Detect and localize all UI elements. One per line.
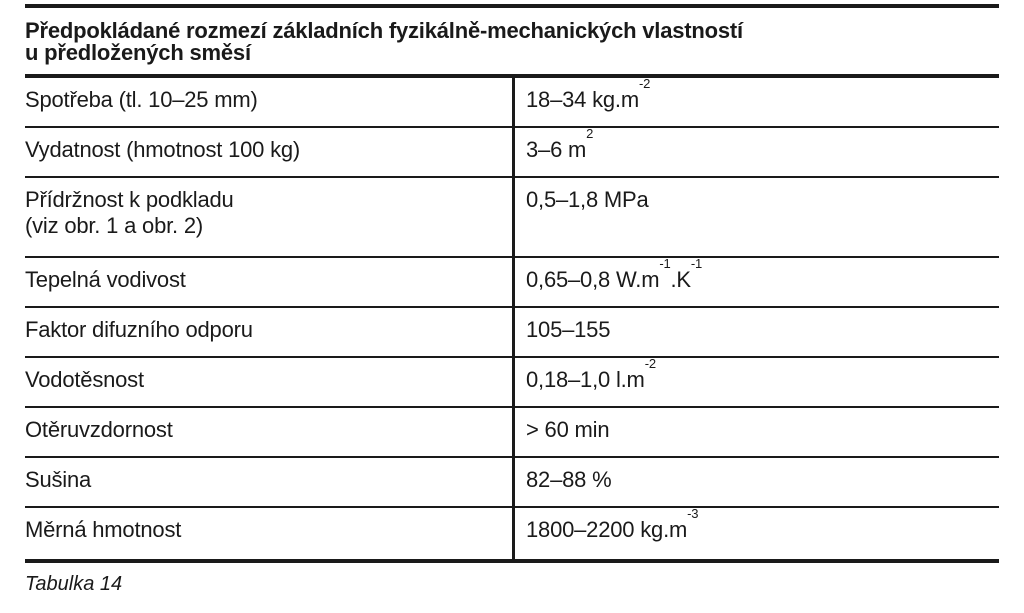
table-row xyxy=(25,407,999,457)
property-label: Vydatnost (hmotnost 100 kg) xyxy=(25,127,514,177)
property-value: 105–155 xyxy=(514,307,1000,357)
property-value: 1800–2200 $kg.m^{-3}$ xyxy=(514,507,1000,561)
table-row xyxy=(25,357,999,407)
table-row xyxy=(25,507,999,561)
property-label: Měrná hmotnost xyxy=(25,507,514,561)
property-value: 82–88 % xyxy=(514,457,1000,507)
table-row xyxy=(25,177,999,257)
property-label: Vodotěsnost xyxy=(25,357,514,407)
property-value: 0,18–1,0 $l.m^{-2}$ xyxy=(514,357,1000,407)
property-value: 0,5–1,8 MPa xyxy=(514,177,1000,257)
property-label: Faktor difuzního odporu xyxy=(25,307,514,357)
table-row xyxy=(25,257,999,307)
property-label: Spotřeba (tl. 10–25 mm) xyxy=(25,78,514,127)
properties-table xyxy=(25,78,999,563)
property-value: 3–6 $m^2$ xyxy=(514,127,1000,177)
property-label: Tepelná vodivost xyxy=(25,257,514,307)
property-label: Sušina xyxy=(25,457,514,507)
table-row xyxy=(25,78,999,127)
property-value: 18–34 $kg.m^{-2}$ xyxy=(514,78,1000,127)
table-caption: Tabulka 14 xyxy=(25,573,123,595)
table-row xyxy=(25,457,999,507)
property-value: 0,65–0,8 $W.m^{-1}.K^{-1}$ xyxy=(514,257,1000,307)
property-value: > 60 min xyxy=(514,407,1000,457)
table-title xyxy=(25,8,999,74)
table-title-line-2: u předložených směsí xyxy=(25,40,251,65)
table-row xyxy=(25,127,999,177)
table-row xyxy=(25,307,999,357)
property-label: Přídržnost k podkladu (viz obr. 1 a obr. 2) xyxy=(25,177,514,257)
properties-table-block xyxy=(25,4,999,596)
table-title-line-1: Předpokládané rozmezí základních fyzikálně-mechanických vlastností xyxy=(25,18,743,43)
property-label: Otěruvzdornost xyxy=(25,407,514,457)
